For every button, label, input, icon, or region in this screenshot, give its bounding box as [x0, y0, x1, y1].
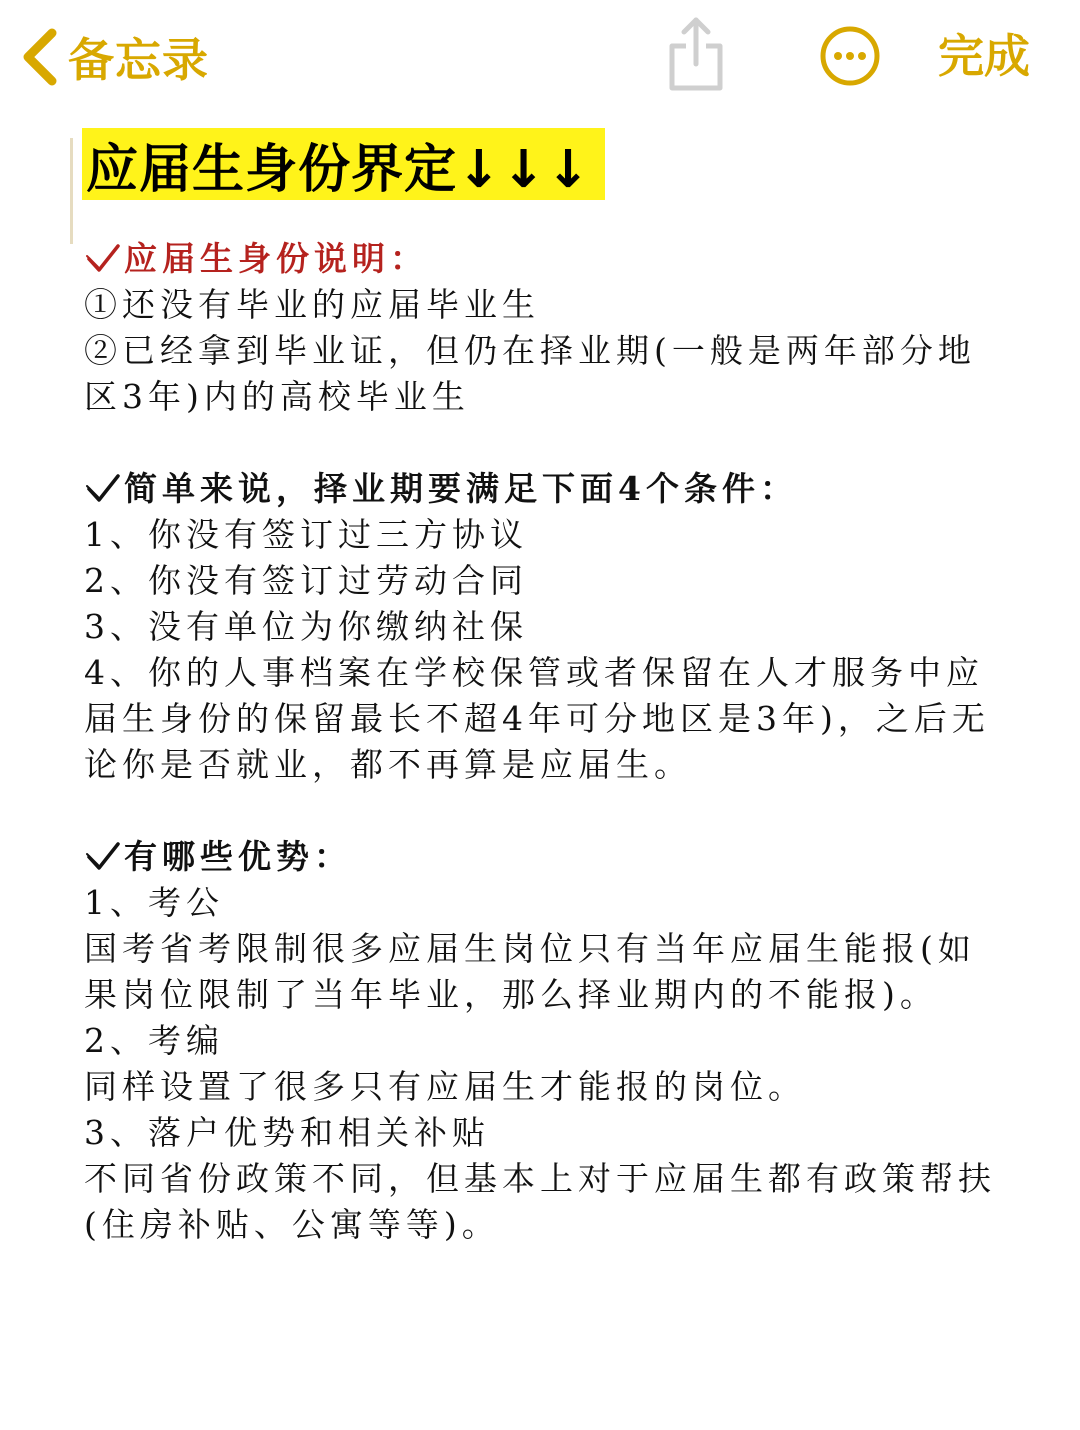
list-item: 1、考公 — [84, 883, 224, 922]
list-item: 不同省份政策不同，但基本上对于应届生都有政策帮扶 — [84, 1159, 996, 1198]
share-icon — [664, 14, 728, 94]
list-item: 届生身份的保留最长不超4年可分地区是3年)，之后无 — [84, 699, 990, 738]
chevron-left-icon — [20, 27, 60, 87]
blank-line — [84, 420, 1014, 466]
list-item: 同样设置了很多只有应届生才能报的岗位。 — [84, 1067, 806, 1106]
list-item: (住房补贴、公寓等等)。 — [84, 1205, 500, 1244]
back-label: 备忘录 — [68, 33, 209, 87]
list-item: 国考省考限制很多应届生岗位只有当年应届生能报(如 — [84, 929, 976, 968]
check-icon — [84, 242, 122, 276]
title-highlight — [82, 128, 605, 200]
list-item: 果岗位限制了当年毕业，那么择业期内的不能报)。 — [84, 975, 938, 1014]
list-item: 区3年)内的高校毕业生 — [84, 377, 470, 416]
list-item: ②已经拿到毕业证，但仍在择业期(一般是两年部分地 — [84, 331, 976, 370]
list-item: 4、你的人事档案在学校保管或者保留在人才服务中应 — [84, 653, 984, 692]
list-item: 论你是否就业，都不再算是应届生。 — [84, 745, 692, 784]
section-heading-text: 简单来说，择业期要满足下面4个条件： — [124, 469, 798, 508]
back-button[interactable] — [20, 22, 209, 92]
list-item: ①还没有毕业的应届毕业生 — [84, 285, 540, 324]
note-title[interactable]: 应届生身份界定↓↓↓ — [86, 139, 591, 200]
list-item: 1、你没有签订过三方协议 — [84, 515, 528, 554]
section-heading-text: 应届生身份说明： — [124, 239, 428, 278]
list-item: 3、落户优势和相关补贴 — [84, 1113, 490, 1152]
text-cursor — [70, 138, 73, 244]
section-heading — [84, 466, 1014, 512]
list-item: 2、考编 — [84, 1021, 224, 1060]
nav-bar — [0, 0, 1080, 112]
note-body[interactable] — [84, 236, 1014, 1248]
check-icon — [84, 472, 122, 506]
section-heading — [84, 236, 1014, 282]
list-item: 2、你没有签订过劳动合同 — [84, 561, 528, 600]
more-icon — [818, 24, 882, 88]
more-button[interactable] — [818, 24, 882, 88]
done-button[interactable]: 完成 — [938, 29, 1030, 83]
list-item: 3、没有单位为你缴纳社保 — [84, 607, 528, 646]
share-button[interactable] — [664, 14, 728, 94]
section-heading-text: 有哪些优势： — [124, 837, 352, 876]
section-heading — [84, 834, 1014, 880]
blank-line — [84, 788, 1014, 834]
check-icon — [84, 840, 122, 874]
